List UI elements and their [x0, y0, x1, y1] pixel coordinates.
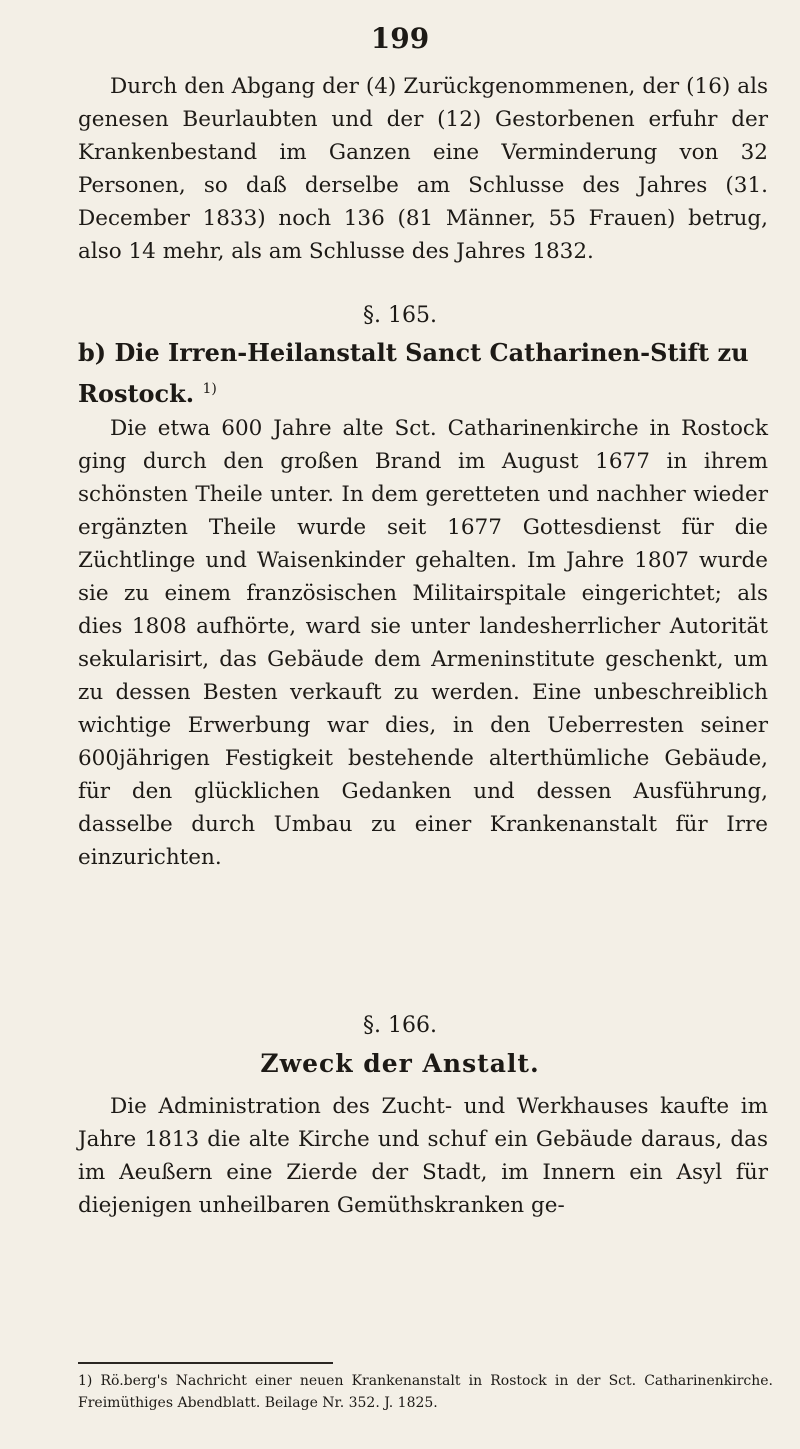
section-166-block [78, 1090, 768, 1222]
section-166-number: §. 166. [363, 1013, 437, 1038]
section-165-number: §. 165. [363, 303, 437, 328]
section-165-title [78, 335, 768, 412]
section-165-block [78, 412, 768, 874]
footnote: 1) Rö.berg's Nachricht einer neuen Krankenanstalt in Rostock in der Sct. Catharinenkirche. Freimüthiges Abendblatt. Beilage Nr. 352. J. 1825. [78, 1373, 773, 1411]
section-166-title: Zweck der Anstalt. [260, 1049, 540, 1078]
section-165-title-text: b) Die Irren-Heilanstalt Sanct Catharinen-Stift zu Rostock. [78, 338, 749, 408]
footnote-divider [78, 1362, 333, 1364]
intro-paragraph: Durch den Abgang der (4) Zurückgenommenen, der (16) als genesen Beurlaubten und der (12) Gestorbenen erfuhr der Krankenbestand im Ganzen eine Verminderung von 32 Personen, so daß derselbe am Schlusse des Jahres (31. December 1833) noch 136 (81 Männer, 55 Frauen) betrug, also 14 mehr, als am Schlusse des Jahres 1832. [78, 74, 768, 264]
intro-block [78, 70, 768, 268]
section-165-body: Die etwa 600 Jahre alte Sct. Catharinenkirche in Rostock ging durch den großen Brand im August 1677 in ihrem schönsten Theile unter. In dem geretteten und nachher wieder ergänzten Theile wurde seit 1677 Gottesdienst für die Züchtlinge und Waisenkinder gehalten. Im Jahre 1807 wurde sie zu einem französischen Militairspitale eingerichtet; als dies 1808 aufhörte, ward sie unter landesherrlicher Autorität sekularisirt, das Gebäude dem Armeninstitute geschenkt, um zu dessen Besten verkauft zu werden. Eine unbeschreiblich wichtige Erwerbung war dies, in den Ueberresten seiner 600jährigen Festigkeit bestehende alterthümliche Gebäude, für den glücklichen Gedanken und dessen Ausführung, dasselbe durch Umbau zu einer Krankenanstalt für Irre einzurichten. [78, 416, 768, 870]
footnote-marker: 1) [202, 381, 217, 397]
page-number: 199 [370, 22, 430, 55]
section-166-body: Die Administration des Zucht- und Werkhauses kaufte im Jahre 1813 die alte Kirche und schuf ein Gebäude daraus, das im Aeußern eine Zierde der Stadt, im Innern ein Asyl für diejenigen unheilbaren Gemüthskranken ge- [78, 1094, 768, 1218]
